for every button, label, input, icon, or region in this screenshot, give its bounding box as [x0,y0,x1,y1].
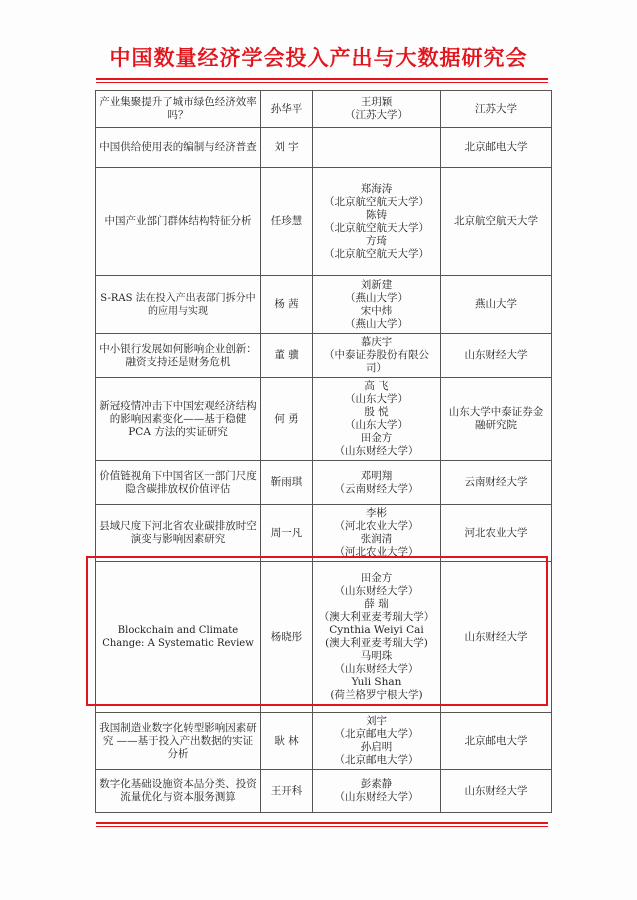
advisor-line: （中泰证券股份有限公 [324,349,429,361]
advisor-line: 马明珠 [360,650,393,662]
advisor-line: 宋中炜 [360,304,393,317]
unit-cell: 山东财经大学 [441,334,552,378]
advisor-cell [313,168,441,276]
header-rule-thick [96,78,548,80]
advisor-line: （江苏大学） [345,109,408,121]
table-row [96,91,552,128]
advisor-line: 郑海涛 [360,182,393,195]
advisor-cell [313,505,441,562]
advisor-line: 司） [366,362,387,374]
paper-title-cell: 产业集聚提升了城市绿色经济效率吗？ [96,91,261,128]
advisor-line: （云南财经大学） [334,482,419,495]
advisor-line: （燕山大学） [345,291,408,304]
unit-cell: 燕山大学 [441,276,552,334]
table-row [96,505,552,562]
advisor-line: （山东财经大学） [334,585,419,597]
author-cell: 王开科 [261,770,313,813]
paper-title-cell: 我国制造业数字化转型影响因素研究 ——基于投入产出数据的实证分析 [96,713,261,770]
advisor-line: （山东财经大学） [334,663,419,675]
advisor-cell [313,461,441,505]
advisor-line: （山东大学） [345,393,408,405]
advisor-cell [313,128,441,168]
table-row [96,713,552,770]
footer-rule-thin [96,826,548,827]
advisor-line: 邓明翔 [360,469,393,482]
paper-title-cell: Blockchain and Climate Change: A Systematic Review [96,562,261,713]
author-cell: 周一凡 [261,505,313,562]
table-row [96,770,552,813]
advisor-cell [313,378,441,461]
advisor-line: Cynthia Weiyi Cai [329,624,424,636]
paper-title-cell: 中小银行发展如何影响企业创新：融资支持还是财务危机 [96,334,261,378]
table-row [96,461,552,505]
advisor-line: 彭素静 [360,778,393,790]
advisor-line: （山东财经大学） [334,791,419,803]
paper-title-cell: 县域尺度下河北省农业碳排放时空演变与影响因素研究 [96,505,261,562]
advisor-line: 田金方 [360,432,393,444]
table-row [96,334,552,378]
paper-title-cell: 中国供给使用表的编制与经济普查 [96,128,261,168]
paper-title-cell: 价值链视角下中国省区一部门尺度隐含碳排放权价值评估 [96,461,261,505]
advisor-line: （北京航空航天大学） [324,195,429,208]
author-cell: 杨 茜 [261,276,313,334]
advisor-line: （北京航空航天大学） [324,247,429,260]
advisor-line: （河北农业大学） [334,546,419,558]
advisor-line: 慕庆宇 [360,336,393,348]
unit-cell: 山东财经大学 [441,562,552,713]
advisor-cell [313,713,441,770]
table-row [96,378,552,461]
table-row [96,168,552,276]
advisor-line: （山东大学） [345,419,408,431]
author-cell: 董 骥 [261,334,313,378]
advisor-line: 方琦 [366,234,387,247]
author-cell: 刘 宇 [261,128,313,168]
paper-title-cell: S-RAS 法在投入产出表部门拆分中的应用与实现 [96,276,261,334]
unit-cell: 北京航空航天大学 [441,168,552,276]
unit-cell: 山东财经大学 [441,770,552,813]
unit-cell: 北京邮电大学 [441,713,552,770]
unit-cell: 云南财经大学 [441,461,552,505]
advisor-line: Yuli Shan [351,676,402,688]
advisor-line: 高 飞 [364,380,389,392]
author-cell: 何 勇 [261,378,313,461]
highlight-box [86,556,548,706]
advisor-cell [313,276,441,334]
table-row [96,128,552,168]
unit-cell: 河北农业大学 [441,505,552,562]
advisor-cell [313,91,441,128]
unit-cell: 江苏大学 [441,91,552,128]
footer-rule-thick [96,822,548,824]
advisor-line: 陈铸 [366,208,387,221]
author-cell: 靳雨琪 [261,461,313,505]
advisor-line: （燕山大学） [345,317,408,330]
paper-title-cell: 数字化基础设施资本品分类、投资流量优化与资本服务测算 [96,770,261,813]
page-title: 中国数量经济学会投入产出与大数据研究会 [109,46,528,70]
advisor-line: 张润清 [360,533,393,545]
advisor-line: （北京邮电大学） [334,754,419,766]
advisor-line: （北京邮电大学） [334,728,419,740]
advisor-line: 王玥颖 [360,96,393,108]
unit-cell: 山东大学中泰证券金融研究院 [441,378,552,461]
unit-cell: 北京邮电大学 [441,128,552,168]
advisor-cell [313,334,441,378]
author-cell: 耿 林 [261,713,313,770]
paper-title-cell: 新冠疫情冲击下中国宏观经济结构的影响因素变化——基于稳健 PCA 方法的实证研究 [96,378,261,461]
advisor-line: （山东财经大学） [334,445,419,457]
advisor-line: 薛 瑞 [364,598,389,610]
advisor-line: 田金方 [360,572,393,584]
author-cell: 任珍慧 [261,168,313,276]
advisor-line: （河北农业大学） [334,520,419,532]
author-cell: 孙华平 [261,91,313,128]
table-row [96,276,552,334]
advisor-line: 李彬 [366,507,387,519]
advisor-line: 刘新建 [360,278,393,291]
advisor-line: (荷兰格罗宁根大学) [330,689,423,701]
author-cell: 杨晓彤 [261,562,313,713]
advisor-cell [313,770,441,813]
advisor-line: (澳大利亚麦考瑞大学) [325,637,428,649]
header-rule-thin [96,82,548,83]
advisor-line: （澳大利亚麦考瑞大学） [318,611,435,623]
advisor-line: 孙启明 [360,741,393,753]
paper-title-cell: 中国产业部门群体结构特征分析 [96,168,261,276]
advisor-line: 刘宇 [366,715,387,727]
advisor-line: （北京航空航天大学） [324,221,429,234]
advisor-line: 殷 悦 [364,406,389,418]
